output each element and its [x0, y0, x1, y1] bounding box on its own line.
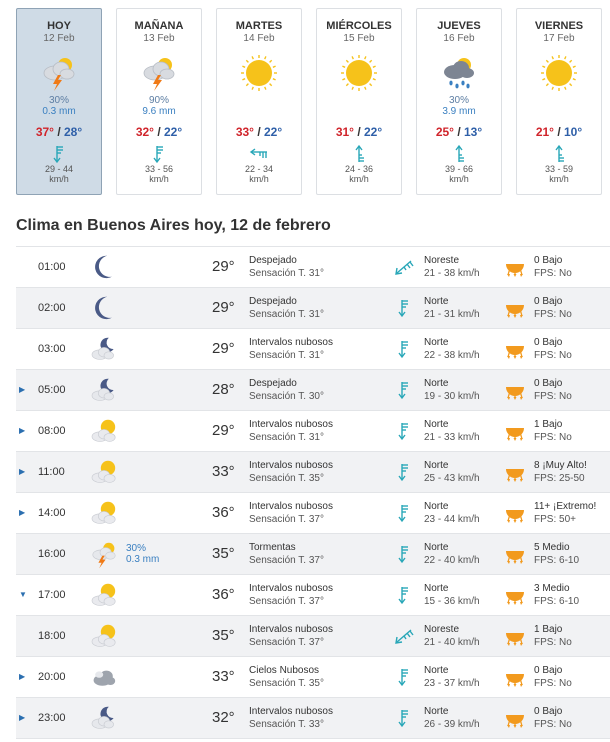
feels-like: Sensación T. 31° [249, 309, 324, 320]
wind-unit: km/h [349, 174, 369, 184]
hour-uv [534, 705, 572, 731]
temp-max: 33° [235, 125, 254, 139]
day-name: MIÉRCOLES [326, 20, 392, 32]
wind-unit: km/h [549, 174, 569, 184]
wind-speed: 22 - 40 km/h [424, 555, 480, 566]
hour-temperature: 29° [212, 422, 235, 439]
hour-temperature: 29° [212, 340, 235, 357]
day-card-2[interactable] [216, 8, 302, 195]
temp-separator: / [353, 125, 364, 139]
condition-text: Intervalos nubosos [249, 337, 333, 348]
condition-text: Intervalos nubosos [249, 419, 333, 430]
moon-cloud-icon [86, 333, 122, 365]
hour-temperature: 35° [212, 545, 235, 562]
precip-amount [517, 106, 601, 117]
hour-wind [424, 336, 480, 362]
wind-north-icon [393, 297, 415, 319]
wind-direction: Norte [424, 583, 449, 594]
hour-row[interactable] [16, 697, 610, 739]
wind-unit: km/h [49, 174, 69, 184]
storm-icon [117, 50, 201, 96]
uv-sun-icon [504, 337, 526, 359]
hour-condition [249, 582, 333, 608]
hour-precip [126, 543, 159, 565]
feels-like: Sensación T. 37° [249, 555, 324, 566]
hourly-forecast-table [16, 246, 610, 739]
precip-amount: 0.3 mm [126, 554, 160, 565]
wind-north-icon [393, 707, 415, 729]
wind-north-icon [393, 420, 415, 442]
hour-uv [534, 377, 572, 403]
hour-wind [424, 418, 480, 444]
expand-toggle-icon[interactable]: ▶ [19, 672, 26, 681]
day-card-1[interactable] [116, 8, 202, 195]
hour-condition [249, 541, 324, 567]
hour-row[interactable] [16, 451, 610, 492]
hour-uv [534, 254, 572, 280]
feels-like: Sensación T. 37° [249, 514, 324, 525]
wind-south-icon [317, 144, 401, 164]
fps-recommendation: FPS: No [534, 678, 572, 689]
day-date: 17 Feb [543, 33, 575, 44]
wind-northeast-icon [393, 625, 415, 647]
wind-north-icon [393, 502, 415, 524]
wind-north-icon [17, 144, 101, 164]
wind-speed: 39 - 66 [444, 164, 474, 174]
fps-recommendation: FPS: No [534, 350, 572, 361]
day-name: JUEVES [437, 20, 481, 32]
hour-temperature: 36° [212, 504, 235, 521]
wind-unit: km/h [149, 174, 169, 184]
hour-time: 23:00 [38, 712, 66, 724]
day-card-4[interactable] [416, 8, 502, 195]
feels-like: Sensación T. 30° [249, 391, 324, 402]
uv-sun-icon [504, 665, 526, 687]
wind-speed: 22 - 38 km/h [424, 350, 480, 361]
precip-probability [317, 96, 401, 106]
uv-sun-icon [504, 296, 526, 318]
wind-north-icon [393, 666, 415, 688]
precip-amount [317, 106, 401, 117]
temp-min: 22° [264, 125, 283, 139]
day-temperatures [217, 125, 301, 139]
wind-direction: Norte [424, 460, 449, 471]
hour-uv [534, 582, 579, 608]
hour-wind [424, 377, 480, 403]
wind-speed: 33 - 56 [144, 164, 174, 174]
wind-west-icon [217, 144, 301, 164]
hour-uv [534, 500, 596, 526]
hour-time: 18:00 [38, 630, 66, 642]
feels-like: Sensación T. 35° [249, 678, 324, 689]
hour-time: 11:00 [38, 466, 65, 478]
fps-recommendation: FPS: No [534, 637, 572, 648]
wind-direction: Norte [424, 501, 449, 512]
temp-separator: / [153, 125, 164, 139]
hour-time: 08:00 [38, 425, 66, 437]
day-temperatures [17, 125, 101, 139]
uv-sun-icon [504, 706, 526, 728]
hour-row[interactable] [16, 656, 610, 697]
hour-temperature: 33° [212, 668, 235, 685]
temp-max: 32° [135, 125, 154, 139]
feels-like: Sensación T. 35° [249, 473, 324, 484]
expand-toggle-icon[interactable]: ▶ [19, 508, 26, 517]
hour-time: 01:00 [38, 261, 66, 273]
hour-wind [424, 664, 480, 690]
hour-time: 16:00 [38, 548, 66, 560]
condition-text: Despejado [249, 378, 297, 389]
hour-row[interactable] [16, 574, 610, 615]
hour-condition [249, 664, 324, 690]
wind-speed: 21 - 33 km/h [424, 432, 480, 443]
precip-probability: 30% [48, 95, 69, 106]
day-date: 12 Feb [43, 33, 75, 44]
hour-wind [424, 295, 480, 321]
uv-index: 0 Bajo [534, 255, 563, 266]
hour-uv [534, 295, 572, 321]
uv-index: 5 Medio [534, 542, 570, 553]
moon-cloud-icon [86, 702, 122, 734]
day-card-5[interactable] [516, 8, 602, 195]
hour-row[interactable] [16, 369, 610, 410]
wind-direction: Norte [424, 337, 449, 348]
hour-time: 20:00 [38, 671, 66, 683]
wind-speed: 33 - 59 [544, 164, 574, 174]
hour-row [16, 246, 610, 287]
uv-index: 0 Bajo [534, 665, 563, 676]
uv-sun-icon [504, 583, 526, 605]
storm-icon [17, 50, 101, 96]
sun-icon [317, 50, 401, 96]
hour-time: 14:00 [38, 507, 66, 519]
hour-row [16, 533, 610, 574]
condition-text: Despejado [249, 296, 297, 307]
uv-sun-icon [504, 255, 526, 277]
day-name: MAÑANA [134, 20, 184, 32]
wind-direction: Norte [424, 665, 449, 676]
hour-uv [534, 418, 572, 444]
rain-icon [417, 50, 501, 96]
wind-direction: Norte [424, 378, 449, 389]
wind-speed: 24 - 36 [344, 164, 374, 174]
condition-text: Intervalos nubosos [249, 706, 333, 717]
expand-toggle-icon[interactable]: ▶ [19, 385, 26, 394]
uv-index: 0 Bajo [534, 296, 563, 307]
temp-min: 22° [164, 125, 183, 139]
hour-temperature: 36° [212, 586, 235, 603]
wind-speed: 23 - 37 km/h [424, 678, 480, 689]
condition-text: Intervalos nubosos [249, 583, 333, 594]
hour-row [16, 287, 610, 328]
precip-amount [217, 106, 301, 117]
temp-max: 25° [435, 125, 454, 139]
uv-index: 11+ ¡Extremo! [534, 501, 597, 512]
wind-direction: Norte [424, 419, 449, 430]
hour-condition [249, 623, 333, 649]
wind-north-icon [117, 144, 201, 164]
temp-min: 28° [64, 125, 83, 139]
day-temperatures [517, 125, 601, 139]
wind-speed: 21 - 31 km/h [424, 309, 480, 320]
uv-sun-icon [504, 460, 526, 482]
wind-south-icon [517, 144, 601, 164]
day-date: 15 Feb [343, 33, 375, 44]
condition-text: Cielos Nubosos [249, 665, 320, 676]
precip-amount: 0.3 mm [42, 106, 76, 117]
hour-temperature: 28° [212, 381, 235, 398]
feels-like: Sensación T. 31° [249, 432, 324, 443]
hour-wind [424, 623, 480, 649]
uv-sun-icon [504, 542, 526, 564]
hour-condition [249, 705, 333, 731]
temp-separator: / [253, 125, 264, 139]
wind-north-icon [393, 461, 415, 483]
uv-index: 8 ¡Muy Alto! [534, 460, 587, 471]
wind-north-icon [393, 338, 415, 360]
sun-cloud-icon [86, 456, 122, 488]
wind-speed: 25 - 43 km/h [424, 473, 480, 484]
hour-row[interactable] [16, 410, 610, 451]
hour-condition [249, 418, 333, 444]
wind-direction: Norte [424, 706, 449, 717]
hour-uv [534, 664, 572, 690]
condition-text: Tormentas [249, 542, 296, 553]
expand-toggle-icon[interactable]: ▶ [19, 467, 26, 476]
wind-northeast-icon [393, 256, 415, 278]
page-title: Clima en Buenos Aires hoy, 12 de febrero [16, 217, 331, 234]
expand-toggle-icon[interactable]: ▶ [19, 713, 26, 722]
fps-recommendation: FPS: No [534, 391, 572, 402]
feels-like: Sensación T. 31° [249, 350, 324, 361]
hour-condition [249, 459, 333, 485]
condition-text: Despejado [249, 255, 297, 266]
uv-index: 1 Bajo [534, 419, 563, 430]
fps-recommendation: FPS: No [534, 268, 572, 279]
uv-sun-icon [504, 501, 526, 523]
temp-max: 37° [35, 125, 54, 139]
hour-wind [424, 254, 480, 280]
day-temperatures [117, 125, 201, 139]
hour-wind [424, 541, 480, 567]
wind-speed: 21 - 38 km/h [424, 268, 480, 279]
day-temperatures [317, 125, 401, 139]
expand-toggle-icon[interactable]: ▶ [19, 426, 26, 435]
hour-condition [249, 500, 333, 526]
precip-amount: 3.9 mm [442, 106, 476, 117]
hour-wind [424, 582, 480, 608]
hour-row [16, 615, 610, 656]
condition-text: Intervalos nubosos [249, 624, 333, 635]
wind-speed: 19 - 30 km/h [424, 391, 480, 402]
wind-south-icon [417, 144, 501, 164]
temp-min: 13° [464, 125, 483, 139]
wind-direction: Norte [424, 296, 449, 307]
hour-condition [249, 295, 324, 321]
sun-cloud-icon [86, 620, 122, 652]
hour-wind [424, 459, 480, 485]
sun-cloud-icon [86, 497, 122, 529]
sun-cloud-icon [86, 579, 122, 611]
wind-direction: Norte [424, 542, 449, 553]
wind-speed: 22 - 34 [244, 164, 274, 174]
wind-speed: 26 - 39 km/h [424, 719, 480, 730]
condition-text: Intervalos nubosos [249, 460, 333, 471]
moon-icon [86, 251, 122, 283]
hour-wind [424, 500, 480, 526]
wind-speed: 23 - 44 km/h [424, 514, 480, 525]
daily-forecast [16, 8, 610, 196]
sun-icon [217, 50, 301, 96]
moon-icon [86, 292, 122, 324]
day-card-0[interactable] [16, 8, 102, 195]
hour-uv [534, 336, 572, 362]
cloudy-icon [86, 661, 122, 693]
wind-direction: Noreste [424, 624, 460, 635]
uv-index: 1 Bajo [534, 624, 563, 635]
uv-index: 0 Bajo [534, 337, 563, 348]
hour-temperature: 29° [212, 258, 235, 275]
hour-time: 05:00 [38, 384, 66, 396]
temp-separator: / [453, 125, 464, 139]
hour-uv [534, 623, 572, 649]
precip-probability: 90% [148, 95, 169, 106]
fps-recommendation: FPS: No [534, 309, 572, 320]
uv-index: 0 Bajo [534, 378, 563, 389]
wind-unit: km/h [249, 174, 269, 184]
storm-sun-icon [86, 538, 122, 570]
uv-sun-icon [504, 378, 526, 400]
wind-speed: 15 - 36 km/h [424, 596, 480, 607]
day-date: 14 Feb [243, 33, 275, 44]
hour-time: 03:00 [38, 343, 66, 355]
hour-condition [249, 254, 324, 280]
hour-temperature: 32° [212, 709, 235, 726]
wind-north-icon [393, 543, 415, 565]
fps-recommendation: FPS: 6-10 [534, 596, 580, 607]
feels-like: Sensación T. 37° [249, 637, 324, 648]
wind-direction: Noreste [424, 255, 460, 266]
uv-sun-icon [504, 624, 526, 646]
hour-temperature: 35° [212, 627, 235, 644]
wind-unit: km/h [449, 174, 469, 184]
expand-toggle-icon[interactable]: ▼ [19, 590, 27, 599]
fps-recommendation: FPS: 50+ [534, 514, 576, 525]
hour-condition [249, 377, 324, 403]
uv-sun-icon [504, 419, 526, 441]
fps-recommendation: FPS: 25-50 [534, 473, 585, 484]
fps-recommendation: FPS: No [534, 432, 572, 443]
day-date: 13 Feb [143, 33, 175, 44]
hour-time: 02:00 [38, 302, 66, 314]
day-temperatures [417, 125, 501, 139]
hour-temperature: 33° [212, 463, 235, 480]
uv-index: 3 Medio [534, 583, 570, 594]
precip-probability [217, 96, 301, 106]
temp-separator: / [553, 125, 564, 139]
day-name: MARTES [235, 20, 283, 32]
sun-icon [517, 50, 601, 96]
temp-separator: / [53, 125, 64, 139]
fps-recommendation: FPS: 6-10 [534, 555, 580, 566]
wind-north-icon [393, 379, 415, 401]
hour-wind [424, 705, 480, 731]
feels-like: Sensación T. 37° [249, 596, 324, 607]
day-name: HOY [47, 20, 71, 32]
temp-max: 21° [535, 125, 554, 139]
wind-speed: 21 - 40 km/h [424, 637, 480, 648]
uv-index: 0 Bajo [534, 706, 563, 717]
condition-text: Intervalos nubosos [249, 501, 333, 512]
hour-row[interactable] [16, 492, 610, 533]
fps-recommendation: FPS: No [534, 719, 572, 730]
day-name: VIERNES [534, 20, 584, 32]
temp-min: 10° [564, 125, 583, 139]
wind-north-icon [393, 584, 415, 606]
wind-speed: 29 - 44 [44, 164, 74, 174]
precip-probability: 30% [448, 95, 469, 106]
precip-amount: 9.6 mm [142, 106, 176, 117]
day-date: 16 Feb [443, 33, 475, 44]
hour-uv [534, 541, 579, 567]
temp-max: 31° [335, 125, 354, 139]
hour-time: 17:00 [38, 589, 66, 601]
feels-like: Sensación T. 33° [249, 719, 324, 730]
hour-temperature: 29° [212, 299, 235, 316]
sun-cloud-icon [86, 415, 122, 447]
day-card-3[interactable] [316, 8, 402, 195]
hour-condition [249, 336, 333, 362]
hour-row [16, 328, 610, 369]
precip-probability: 30% [126, 543, 147, 554]
moon-cloud-icon [86, 374, 122, 406]
feels-like: Sensación T. 31° [249, 268, 324, 279]
temp-min: 22° [364, 125, 383, 139]
precip-probability [517, 96, 601, 106]
hour-uv [534, 459, 587, 485]
